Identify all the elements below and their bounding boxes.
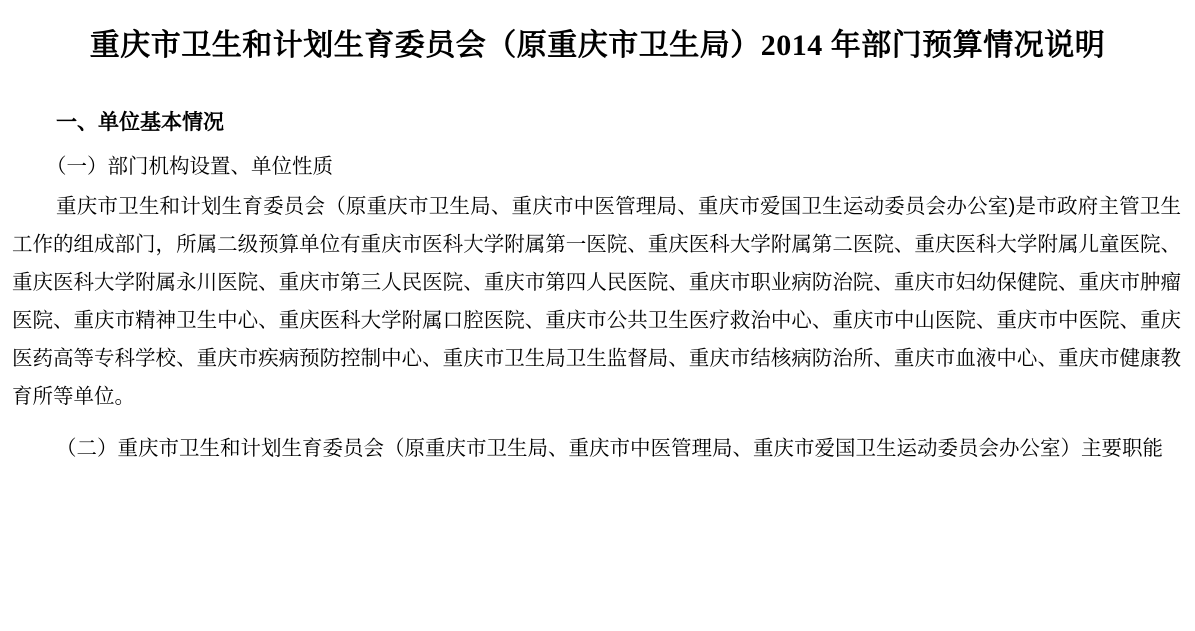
paragraph-spacer [8,416,1187,430]
section-heading: 一、单位基本情况 [56,111,224,134]
section-basic-info [8,108,1187,468]
page-title: 重庆市卫生和计划生育委员会（原重庆市卫生局）2014 年部门预算情况说明 [89,29,1106,62]
paragraph-subheading-2: （二）重庆市卫生和计划生育委员会（原重庆市卫生局、重庆市中医管理局、重庆市爱国卫生运动委员会办公室）主要职能 [56,437,1163,460]
paragraph-organization-list: 重庆市卫生和计划生育委员会（原重庆市卫生局、重庆市中医管理局、重庆市爱国卫生运动委员会办公室)是市政府主管卫生工作的组成部门，所属二级预算单位有重庆市医科大学附属第一医院、重庆医科大学附属第二医院、重庆医科大学附属儿童医院、重庆医科大学附属永川医院、重庆市第三人民医院、重庆市第四人民医院、重庆市职业病防治院、重庆市妇幼保健院、重庆市肿瘤医院、重庆市精神卫生中心、重庆医科大学附属口腔医院、重庆市公共卫生医疗救治中心、重庆市中山医院、重庆市中医院、重庆医药高等专科学校、重庆市疾病预防控制中心、重庆市卫生局卫生监督局、重庆市结核病防治所、重庆市血液中心、重庆市健康教育所等单位。 [12,195,1181,408]
paragraph-subheading-1: （一）部门机构设置、单位性质 [46,155,333,178]
